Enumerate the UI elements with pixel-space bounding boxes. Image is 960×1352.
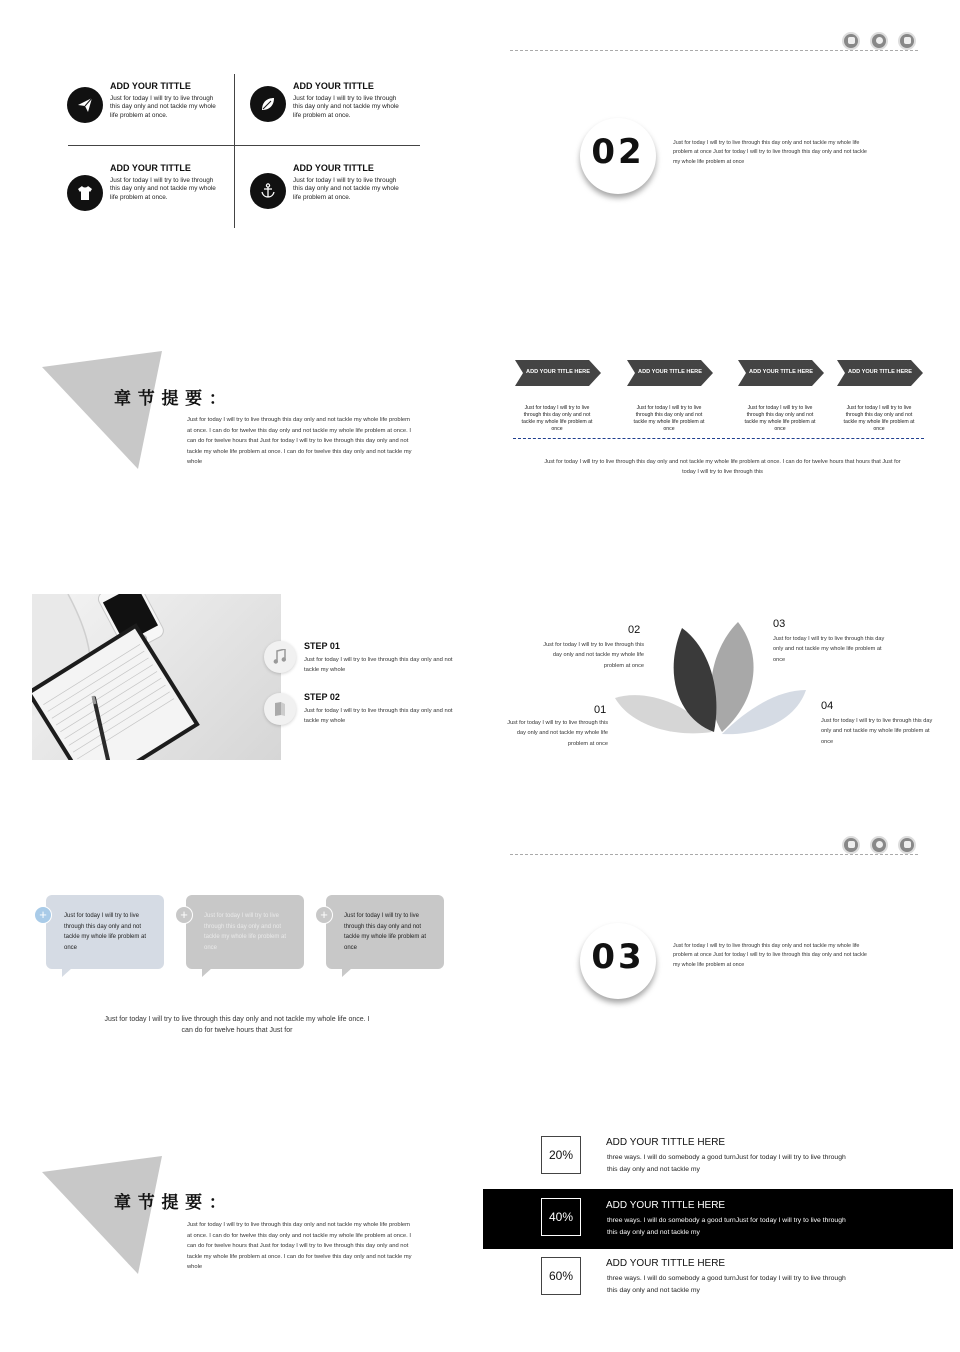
- chapter-heading: 章 节 提 要 ：: [114, 1193, 227, 1212]
- blue-dashed-divider: [513, 438, 924, 439]
- item-text: three ways. I will do somebody a good turnJust for today I will try to live through this day only and not tackle my: [607, 1217, 846, 1236]
- leaf-text: Just for today I will try to live through this day only and not tackle my whole life problem at once: [773, 636, 885, 663]
- tshirt-icon: [67, 175, 103, 211]
- chevron-text: Just for today I will try to live through this day only and not tackle my whole life problem at once: [843, 405, 915, 433]
- step-title: STEP 02: [304, 692, 340, 702]
- item-text: Just for today I will try to live through this day only and not tackle my whole life problem at once.: [293, 95, 399, 119]
- book-icon: [264, 693, 296, 725]
- percent-box: 20%: [541, 1136, 581, 1174]
- item-title: ADD YOUR TITTLE HERE: [606, 1200, 726, 1211]
- section-number-circle: [580, 118, 656, 194]
- step-text: Just for today I will try to live through this day only and not tackle my whole: [304, 708, 453, 725]
- chevron-step: [627, 360, 713, 386]
- chapter-text: Just for today I will try to live through this day only and not tackle my whole life problem at once. I can do for twelve this day only and not tackle my whole life problem at once. I can do for twelve hours that Just for today I will try to live through this day only and not tackle my whole life problem at once. I can do for twelve this day only and not tackle my whole: [187, 1222, 412, 1271]
- copy-icon: [842, 836, 860, 854]
- slide-percent-list: [480, 1080, 960, 1350]
- chevron-step: [515, 360, 601, 386]
- leaf-number: 01: [594, 704, 607, 716]
- leaf-icon: [250, 86, 286, 122]
- plus-icon: +: [175, 906, 193, 924]
- paper-plane-icon: [67, 87, 103, 123]
- leaf-text: Just for today I will try to live through this day only and not tackle my whole life problem at once: [821, 718, 933, 745]
- item-title: ADD YOUR TITTLE: [293, 163, 374, 173]
- chevron-text: Just for today I will try to live through this day only and not tackle my whole life problem at once: [744, 405, 816, 433]
- bubbles-footer: Just for today I will try to live through this day only and not tackle my whole life once. I can do for twelve hours that Just for: [104, 1016, 370, 1035]
- chevron-text: Just for today I will try to live through this day only and not tackle my whole life problem at once: [633, 405, 705, 433]
- item-text: three ways. I will do somebody a good turnJust for today I will try to live through this day only and not tackle my: [607, 1154, 846, 1173]
- section-description: Just for today I will try to live through this day only and not tackle my whole life problem at once Just for today I will try to live through this day only and not tackle my whole life problem at once: [673, 943, 867, 968]
- leaf-text: Just for today I will try to live through this day only and not tackle my whole life problem at once: [543, 642, 644, 669]
- item-title: ADD YOUR TITTLE: [293, 81, 374, 91]
- chevron-text: Just for today I will try to live through this day only and not tackle my whole life problem at once: [521, 405, 593, 433]
- copy-icon: [842, 32, 860, 50]
- plus-icon: +: [315, 906, 333, 924]
- step-title: STEP 01: [304, 641, 340, 651]
- desk-photo: [32, 594, 281, 760]
- item-title: ADD YOUR TITTLE HERE: [606, 1137, 726, 1148]
- slide-chapter-summary: [0, 1080, 480, 1350]
- speech-bubble: [46, 895, 164, 969]
- refresh-icon: [870, 836, 888, 854]
- leaf-number: 04: [821, 700, 834, 712]
- speech-bubble: [326, 895, 444, 969]
- slide-chapter-summary: [0, 270, 480, 540]
- grid-divider-horizontal: [68, 145, 420, 146]
- bubble-text: Just for today I will try to live through this day only and not tackle my whole life problem at once: [64, 913, 147, 951]
- section-number-circle: [580, 923, 656, 999]
- item-text: three ways. I will do somebody a good turnJust for today I will try to live through this day only and not tackle my: [607, 1275, 846, 1294]
- item-text: Just for today I will try to live through this day only and not tackle my whole life problem at once.: [110, 177, 216, 201]
- section-description: Just for today I will try to live through this day only and not tackle my whole life problem at once Just for today I will try to live through this day only and not tackle my whole life problem at once: [673, 140, 867, 165]
- leaf-text: Just for today I will try to live through this day only and not tackle my whole life problem at once: [507, 720, 608, 747]
- plus-icon: +: [34, 906, 52, 924]
- item-title: ADD YOUR TITTLE HERE: [606, 1258, 726, 1269]
- process-footer: Just for today I will try to live through this day only and not tackle my whole life problem at once. I can do for twelve hours that hours that Just for today I will try to live through this: [544, 459, 901, 475]
- refresh-icon: [870, 32, 888, 50]
- chevron-label: ADD YOUR TITLE HERE: [848, 369, 912, 375]
- step-text: Just for today I will try to live through this day only and not tackle my whole: [304, 657, 453, 674]
- bubble-text: Just for today I will try to live through this day only and not tackle my whole life problem at once: [344, 913, 427, 951]
- leaf-number: 02: [628, 624, 641, 636]
- header-dashed-line: [510, 854, 918, 855]
- slide-leaves: [480, 540, 960, 810]
- anchor-icon: [250, 173, 286, 209]
- section-number: 03: [591, 937, 645, 977]
- grid-divider-vertical: [234, 74, 235, 228]
- chevron-label: ADD YOUR TITLE HERE: [526, 369, 590, 375]
- item-text: Just for today I will try to live through this day only and not tackle my whole life problem at once.: [293, 177, 399, 201]
- music-note-icon: [264, 641, 296, 673]
- item-title: ADD YOUR TITTLE: [110, 163, 191, 173]
- percent-box: 60%: [541, 1257, 581, 1295]
- header-dashed-line: [510, 50, 918, 51]
- slide-section-03: [480, 810, 960, 1080]
- section-number: 02: [591, 132, 645, 172]
- slide-chevron-process: [480, 270, 960, 540]
- chevron-step: [837, 360, 923, 386]
- chevron-label: ADD YOUR TITLE HERE: [749, 369, 813, 375]
- item-title: ADD YOUR TITTLE: [110, 81, 191, 91]
- item-text: Just for today I will try to live through this day only and not tackle my whole life problem at once.: [110, 95, 216, 119]
- slide-section-02: [480, 0, 960, 270]
- decorative-triangle: [42, 351, 164, 471]
- decorative-triangle: [42, 1156, 164, 1276]
- slide-speech-bubbles: [0, 810, 480, 1080]
- percent-box: 40%: [541, 1198, 581, 1236]
- copy-icon: [898, 32, 916, 50]
- leaf-number: 03: [773, 618, 786, 630]
- slide-features-grid: [0, 0, 480, 270]
- chapter-heading: 章 节 提 要 ：: [114, 389, 227, 408]
- chevron-label: ADD YOUR TITLE HERE: [638, 369, 702, 375]
- copy-icon: [898, 836, 916, 854]
- speech-bubble: [186, 895, 304, 969]
- chapter-text: Just for today I will try to live through this day only and not tackle my whole life problem at once. I can do for twelve this day only and not tackle my whole life problem at once. I can do for twelve hours that Just for today I will try to live through this day only and not tackle my whole life problem at once. I can do for twelve this day only and not tackle my whole: [187, 417, 412, 466]
- chevron-step: [738, 360, 824, 386]
- bubble-text: Just for today I will try to live through this day only and not tackle my whole life problem at once: [204, 913, 287, 951]
